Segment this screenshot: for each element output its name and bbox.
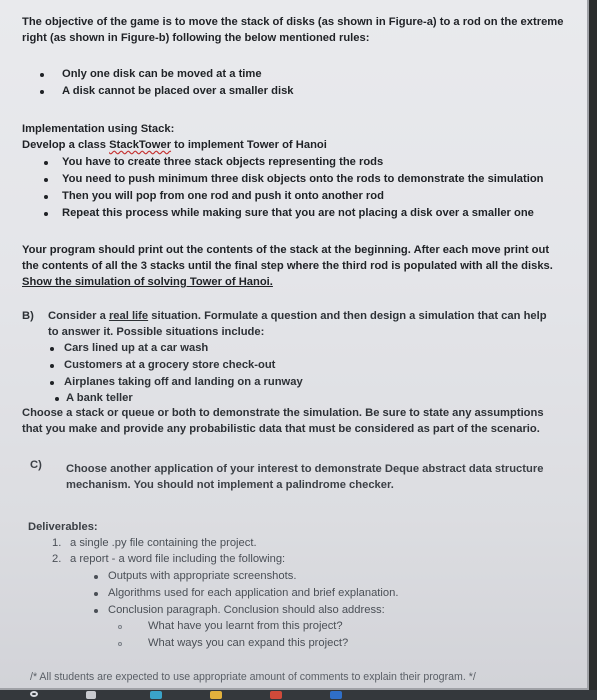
footer-comment: /* All students are expected to use appropriate amount of comments to explain their program. */ <box>30 671 476 683</box>
circle-bullet-icon <box>118 625 122 629</box>
class-name-stacktower: StackTower <box>109 139 172 151</box>
intro-line-1: The objective of the game is to move the stack of disks (as shown in Figure-a) to a rod on the extreme <box>22 16 564 28</box>
deliverable-number: 1. <box>52 537 62 549</box>
impl-item: You have to create three stack objects representing the rods <box>62 156 384 168</box>
section-b-line-1 <box>48 309 547 323</box>
impl-item: You need to push minimum three disk objects onto the rods to demonstrate the simulation <box>62 173 544 185</box>
report-subitem: Outputs with appropriate screenshots. <box>108 570 297 582</box>
section-c-line-1: Choose another application of your interest to demonstrate Deque abstract data structure <box>66 463 544 475</box>
section-b-line-2: to answer it. Possible situations include: <box>48 326 265 338</box>
taskbar <box>0 690 597 700</box>
bullet-icon <box>44 161 48 165</box>
circle-bullet-icon <box>118 642 122 646</box>
implementation-heading: Implementation using Stack: <box>22 123 175 135</box>
program-line-1: Your program should print out the contents of the stack at the beginning. After each move print out <box>22 244 550 256</box>
section-b-label: B) <box>22 310 34 322</box>
impl-item: Repeat this process while making sure that you are not placing a disk over a smaller one <box>62 207 534 219</box>
bullet-icon <box>44 195 48 199</box>
section-b-prefix: Consider a <box>48 310 109 322</box>
bullet-icon <box>44 212 48 216</box>
section-c-label: C) <box>30 459 42 471</box>
bullet-icon <box>50 381 54 385</box>
bullet-icon <box>50 364 54 368</box>
bullet-icon <box>94 575 98 579</box>
bullet-icon <box>50 347 54 351</box>
impl-item: Then you will pop from one rod and push it onto another rod <box>62 190 384 202</box>
deliverable-number: 2. <box>52 553 62 565</box>
section-c-line-2: mechanism. You should not implement a palindrome checker. <box>66 479 394 491</box>
situation-item: A bank teller <box>66 392 133 404</box>
program-line-3: Show the simulation of solving Tower of Hanoi. <box>22 276 273 288</box>
deliverable-item: a report - a word file including the following: <box>70 553 286 565</box>
develop-line <box>22 138 327 152</box>
real-life-link: real life <box>108 310 149 322</box>
deliverable-item: a single .py file containing the project. <box>70 537 257 549</box>
folder-icon[interactable] <box>210 691 222 699</box>
situation-item: Airplanes taking off and landing on a runway <box>64 376 303 388</box>
browser-icon[interactable] <box>270 691 282 699</box>
task-view-icon[interactable] <box>86 691 96 699</box>
situation-item: Customers at a grocery store check-out <box>64 359 276 371</box>
bullet-icon <box>55 397 59 401</box>
report-question: What have you learnt from this project? <box>148 620 343 632</box>
word-icon[interactable] <box>330 691 342 699</box>
bullet-icon <box>40 90 44 94</box>
report-question: What ways you can expand this project? <box>148 637 349 649</box>
deliverables-heading: Deliverables: <box>28 521 98 533</box>
intro-line-2: right (as shown in Figure-b) following the below mentioned rules: <box>22 32 370 44</box>
program-line-2: the contents of all the 3 stacks until the final step where the third rod is populated with all the disks. <box>22 260 553 272</box>
situation-item: Cars lined up at a car wash <box>64 342 209 354</box>
bullet-icon <box>40 73 44 77</box>
section-b-suffix: situation. Formulate a question and then design a simulation that can help <box>148 310 547 322</box>
bullet-icon <box>44 178 48 182</box>
rule-item: A disk cannot be placed over a smaller disk <box>62 85 294 97</box>
develop-prefix: Develop a class <box>22 139 110 151</box>
rule-item: Only one disk can be moved at a time <box>62 68 262 80</box>
bullet-icon <box>94 609 98 613</box>
report-subitem: Conclusion paragraph. Conclusion should also address: <box>108 604 385 616</box>
app-icon[interactable] <box>150 691 162 699</box>
choose-line-2: that you make and provide any probabilistic data that must be considered as part of the scenario. <box>22 423 540 435</box>
bullet-icon <box>94 592 98 596</box>
search-icon[interactable] <box>30 691 38 697</box>
choose-line-1: Choose a stack or queue or both to demonstrate the simulation. Be sure to state any assumptions <box>22 407 544 419</box>
develop-suffix: to implement Tower of Hanoi <box>171 139 327 151</box>
report-subitem: Algorithms used for each application and brief explanation. <box>108 587 399 599</box>
